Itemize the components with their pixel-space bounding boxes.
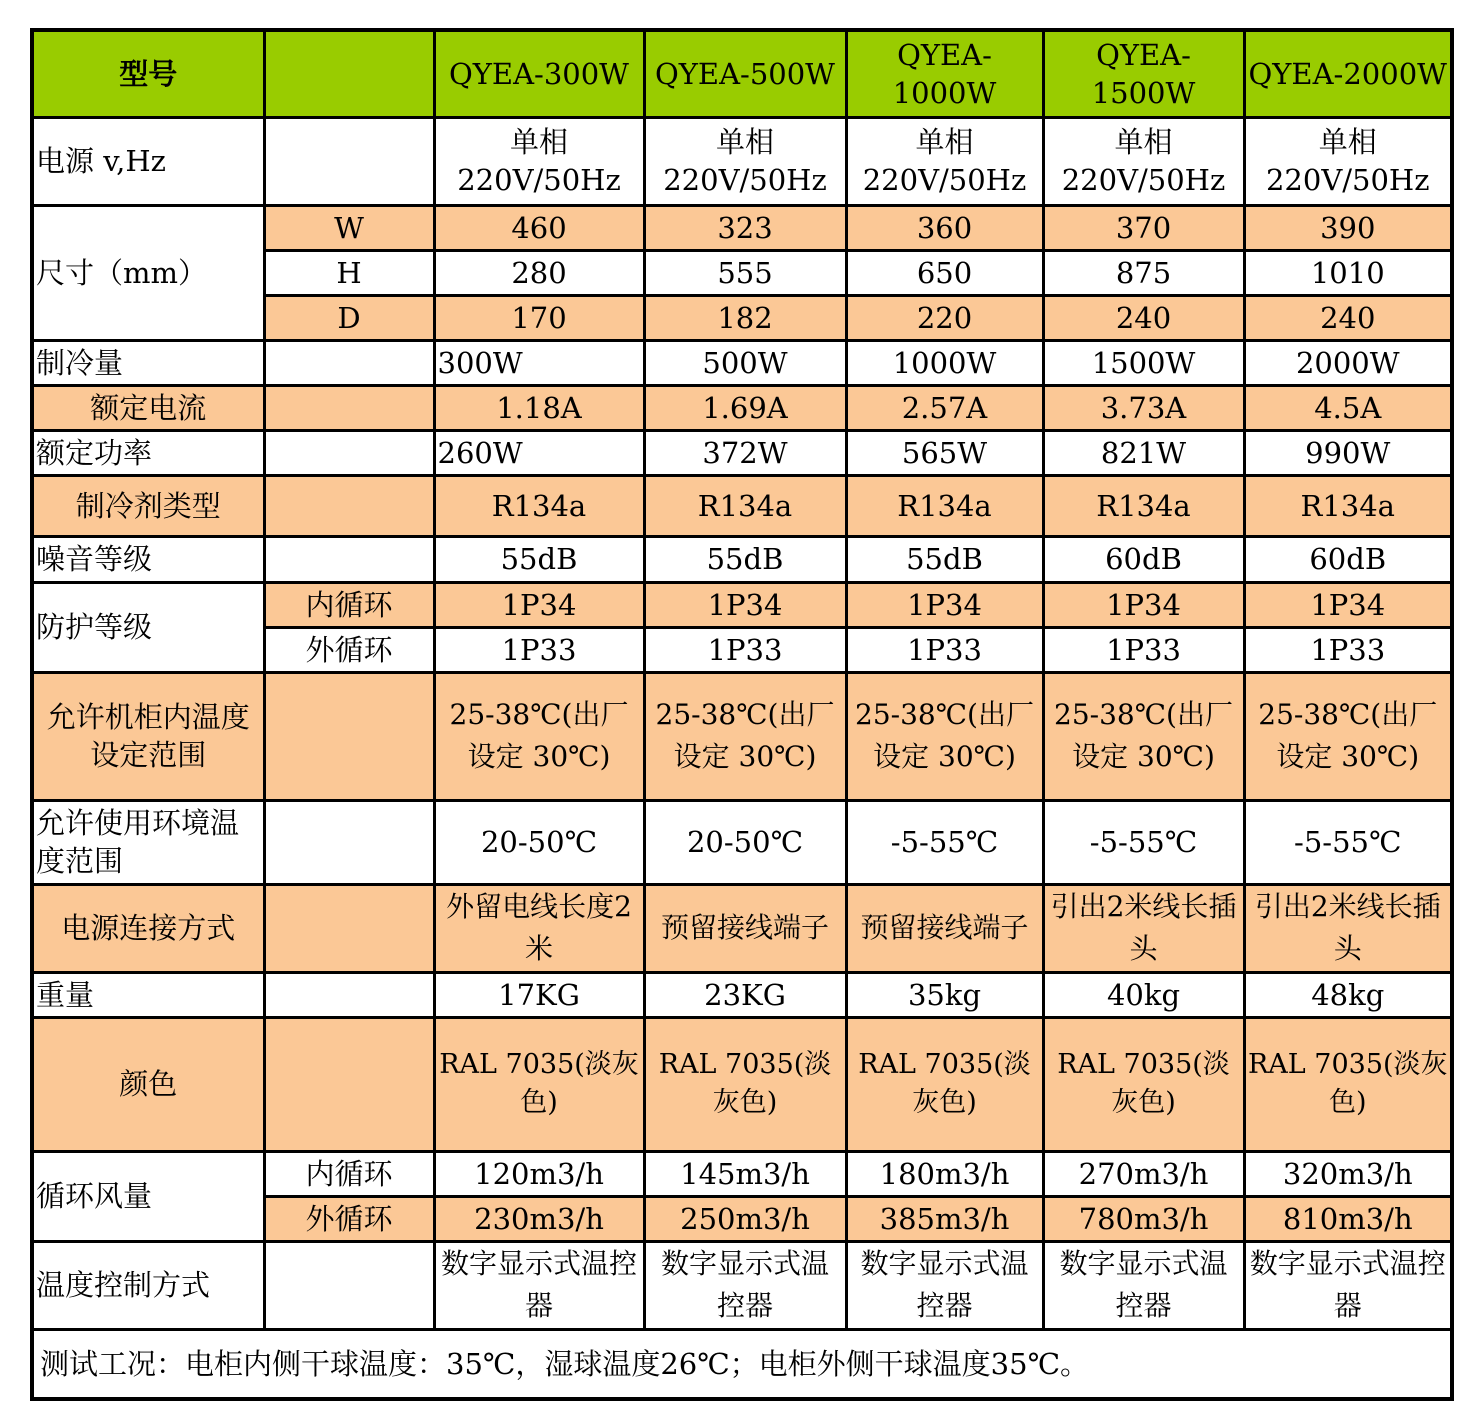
value-cell: 1.18A <box>434 385 644 430</box>
blank-cell <box>264 340 434 385</box>
value-cell: 引出2米线长插头 <box>1043 884 1244 972</box>
temp-control-row <box>32 1241 1452 1329</box>
row-label: 额定功率 <box>32 430 264 475</box>
value-cell: 40kg <box>1043 972 1244 1017</box>
value-cell: 60dB <box>1043 536 1244 582</box>
value-cell: 1P34 <box>644 582 846 627</box>
value-cell: RAL 7035(淡灰色) <box>1244 1017 1452 1151</box>
row-label: 循环风量 <box>32 1151 264 1241</box>
value-cell: 60dB <box>1244 536 1452 582</box>
value-cell: 230m3/h <box>434 1196 644 1241</box>
row-label: 防护等级 <box>32 582 264 672</box>
value-cell: 300W <box>434 340 644 385</box>
model-label: 型号 <box>32 30 264 117</box>
value-cell: 2000W <box>1244 340 1452 385</box>
refrigerant-row <box>32 475 1452 536</box>
value-cell: 990W <box>1244 430 1452 475</box>
value-cell: 1P34 <box>434 582 644 627</box>
sub-label: D <box>264 295 434 340</box>
value-cell: 555 <box>644 250 846 295</box>
value-cell: -5-55℃ <box>846 800 1043 884</box>
value-cell: 1P33 <box>644 627 846 672</box>
value-cell: 4.5A <box>1244 385 1452 430</box>
header-row <box>32 30 1452 117</box>
value-cell: QYEA-2000W <box>1244 30 1452 117</box>
value-cell: QYEA-500W <box>644 30 846 117</box>
value-cell: 650 <box>846 250 1043 295</box>
value-cell: 320m3/h <box>1244 1151 1452 1196</box>
value-cell: 引出2米线长插头 <box>1244 884 1452 972</box>
row-label: 制冷量 <box>32 340 264 385</box>
sub-label: 内循环 <box>264 1151 434 1196</box>
value-cell: -5-55℃ <box>1244 800 1452 884</box>
rated-power-row <box>32 430 1452 475</box>
value-cell: R134a <box>1244 475 1452 536</box>
noise-row <box>32 536 1452 582</box>
value-cell: 182 <box>644 295 846 340</box>
blank-cell <box>264 30 434 117</box>
row-label: 温度控制方式 <box>32 1241 264 1329</box>
value-cell: 260W <box>434 430 644 475</box>
value-cell: RAL 7035(淡灰色) <box>846 1017 1043 1151</box>
value-cell: 25-38℃(出厂设定 30℃) <box>1244 672 1452 800</box>
blank-cell <box>264 884 434 972</box>
value-cell: 500W <box>644 340 846 385</box>
color-row <box>32 1017 1452 1151</box>
value-cell: 385m3/h <box>846 1196 1043 1241</box>
sub-label: 内循环 <box>264 582 434 627</box>
value-cell: 1P34 <box>1244 582 1452 627</box>
value-cell: -5-55℃ <box>1043 800 1244 884</box>
value-cell: 2.57A <box>846 385 1043 430</box>
value-cell: 280 <box>434 250 644 295</box>
blank-cell <box>264 385 434 430</box>
value-cell: 20-50℃ <box>644 800 846 884</box>
blank-cell <box>264 972 434 1017</box>
value-cell: 270m3/h <box>1043 1151 1244 1196</box>
row-label: 制冷剂类型 <box>32 475 264 536</box>
value-cell: 1010 <box>1244 250 1452 295</box>
value-cell: QYEA-300W <box>434 30 644 117</box>
size-w-row <box>32 205 1452 250</box>
blank-cell <box>264 672 434 800</box>
row-label: 噪音等级 <box>32 536 264 582</box>
value-cell: 1P33 <box>1244 627 1452 672</box>
value-cell: 单相220V/50Hz <box>1043 117 1244 205</box>
value-cell: 数字显示式温控器 <box>846 1241 1043 1329</box>
value-cell: 预留接线端子 <box>846 884 1043 972</box>
value-cell: 220 <box>846 295 1043 340</box>
value-cell: R134a <box>1043 475 1244 536</box>
value-cell: 360 <box>846 205 1043 250</box>
footer-row <box>32 1329 1452 1399</box>
value-cell: 810m3/h <box>1244 1196 1452 1241</box>
blank-cell <box>264 117 434 205</box>
row-label: 重量 <box>32 972 264 1017</box>
blank-cell <box>264 1017 434 1151</box>
value-cell: 460 <box>434 205 644 250</box>
value-cell: R134a <box>434 475 644 536</box>
value-cell: 1000W <box>846 340 1043 385</box>
spec-table <box>30 28 1454 1401</box>
value-cell: 数字显示式温控器 <box>644 1241 846 1329</box>
value-cell: 1500W <box>1043 340 1244 385</box>
sub-label: H <box>264 250 434 295</box>
value-cell: 3.73A <box>1043 385 1244 430</box>
value-cell: 55dB <box>846 536 1043 582</box>
value-cell: R134a <box>644 475 846 536</box>
current-row <box>32 385 1452 430</box>
value-cell: 17KG <box>434 972 644 1017</box>
value-cell: 25-38℃(出厂设定 30℃) <box>434 672 644 800</box>
protection-inner-row <box>32 582 1452 627</box>
value-cell: 数字显示式温控器 <box>434 1241 644 1329</box>
sub-label: W <box>264 205 434 250</box>
blank-cell <box>264 475 434 536</box>
cabinet-temp-row <box>32 672 1452 800</box>
value-cell: 821W <box>1043 430 1244 475</box>
value-cell: 25-38℃(出厂设定 30℃) <box>1043 672 1244 800</box>
value-cell: 145m3/h <box>644 1151 846 1196</box>
value-cell: 1.69A <box>644 385 846 430</box>
value-cell: 780m3/h <box>1043 1196 1244 1241</box>
value-cell: RAL 7035(淡灰色) <box>434 1017 644 1151</box>
value-cell: 35kg <box>846 972 1043 1017</box>
test-conditions-note: 测试工况：电柜内侧干球温度：35℃，湿球温度26℃；电柜外侧干球温度35℃。 <box>32 1329 1452 1399</box>
value-cell: QYEA-1500W <box>1043 30 1244 117</box>
value-cell: 25-38℃(出厂设定 30℃) <box>846 672 1043 800</box>
value-cell: 预留接线端子 <box>644 884 846 972</box>
blank-cell <box>264 1241 434 1329</box>
value-cell: 240 <box>1244 295 1452 340</box>
value-cell: 170 <box>434 295 644 340</box>
value-cell: 390 <box>1244 205 1452 250</box>
value-cell: RAL 7035(淡灰色) <box>1043 1017 1244 1151</box>
value-cell: R134a <box>846 475 1043 536</box>
value-cell: 数字显示式温控器 <box>1043 1241 1244 1329</box>
value-cell: 323 <box>644 205 846 250</box>
row-label: 允许机柜内温度设定范围 <box>32 672 264 800</box>
spec-table-body <box>32 30 1452 1399</box>
value-cell: 1P33 <box>1043 627 1244 672</box>
blank-cell <box>264 800 434 884</box>
row-label: 颜色 <box>32 1017 264 1151</box>
value-cell: 25-38℃(出厂设定 30℃) <box>644 672 846 800</box>
row-label: 电源 v,Hz <box>32 117 264 205</box>
airflow-inner-row <box>32 1151 1452 1196</box>
value-cell: RAL 7035(淡灰色) <box>644 1017 846 1151</box>
value-cell: 250m3/h <box>644 1196 846 1241</box>
value-cell: 180m3/h <box>846 1151 1043 1196</box>
value-cell: 120m3/h <box>434 1151 644 1196</box>
blank-cell <box>264 536 434 582</box>
value-cell: 240 <box>1043 295 1244 340</box>
value-cell: 23KG <box>644 972 846 1017</box>
sub-label: 外循环 <box>264 627 434 672</box>
blank-cell <box>264 430 434 475</box>
row-label: 额定电流 <box>32 385 264 430</box>
value-cell: 372W <box>644 430 846 475</box>
cooling-row <box>32 340 1452 385</box>
value-cell: QYEA-1000W <box>846 30 1043 117</box>
value-cell: 55dB <box>644 536 846 582</box>
value-cell: 370 <box>1043 205 1244 250</box>
value-cell: 565W <box>846 430 1043 475</box>
value-cell: 1P34 <box>1043 582 1244 627</box>
sub-label: 外循环 <box>264 1196 434 1241</box>
power-row <box>32 117 1452 205</box>
row-label: 允许使用环境温度范围 <box>32 800 264 884</box>
value-cell: 1P34 <box>846 582 1043 627</box>
value-cell: 20-50℃ <box>434 800 644 884</box>
ambient-temp-row <box>32 800 1452 884</box>
connection-row <box>32 884 1452 972</box>
value-cell: 48kg <box>1244 972 1452 1017</box>
value-cell: 单相220V/50Hz <box>1244 117 1452 205</box>
value-cell: 单相220V/50Hz <box>846 117 1043 205</box>
value-cell: 55dB <box>434 536 644 582</box>
value-cell: 1P33 <box>434 627 644 672</box>
value-cell: 数字显示式温控器 <box>1244 1241 1452 1329</box>
value-cell: 单相220V/50Hz <box>644 117 846 205</box>
value-cell: 外留电线长度2米 <box>434 884 644 972</box>
row-label: 尺寸（mm） <box>32 205 264 340</box>
value-cell: 单相220V/50Hz <box>434 117 644 205</box>
value-cell: 1P33 <box>846 627 1043 672</box>
value-cell: 875 <box>1043 250 1244 295</box>
weight-row <box>32 972 1452 1017</box>
row-label: 电源连接方式 <box>32 884 264 972</box>
